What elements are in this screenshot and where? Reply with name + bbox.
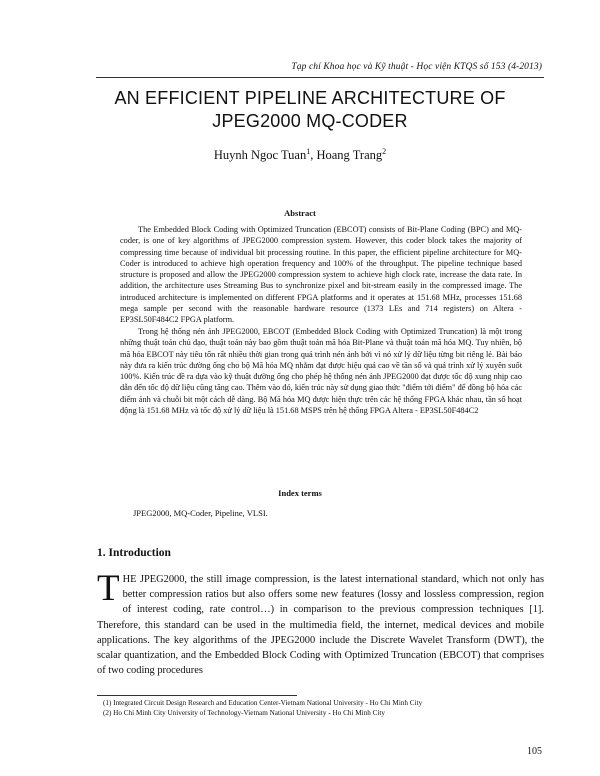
journal-header: Tạp chí Khoa học và Kỹ thuật - Học viện KTQS số 153 (4-2013) — [291, 62, 542, 72]
authors — [0, 147, 600, 163]
section-heading-introduction: 1. Introduction — [97, 547, 171, 559]
title-line-2: JPEG2000 MQ-CODER — [212, 111, 408, 131]
author-2-affiliation: 2 — [382, 147, 387, 156]
author-2: Hoang Trang — [316, 148, 383, 163]
footnote-1: (1) Integrated Circuit Design Research and Education Center-Vietnam National University - Ho Chi Minh City — [103, 699, 423, 707]
footnote-2: (2) Ho Chi Minh City University of Technology-Vietnam National University - Ho Chi Minh City — [103, 709, 386, 717]
paper-title — [70, 87, 550, 133]
introduction-body: HE JPEG2000, the still image compression, is the latest international standard, which not only has better compression ratios but also offers some new features (lossy and lossless compression, region of interest coding, rate control…) in comparison to the previous compression techniques [1]. Therefore, this standard can be used in the multimedia field, the internet, medical devices and mobile applications. The key algorithms of the JPEG2000 include the Discrete Wavelet Transform (DWT), the scalar quantization, and the Embedded Block Coding with Optimized Truncation (EBCOT) that comprises of two coding procedures — [97, 574, 544, 677]
index-terms-heading: Index terms — [278, 488, 322, 498]
header-rule — [96, 77, 544, 78]
abstract-heading: Abstract — [284, 208, 316, 218]
footnote-rule — [97, 695, 297, 696]
author-1-affiliation: 1 — [306, 147, 311, 156]
author-separator: , — [310, 148, 317, 163]
index-terms-keywords: JPEG2000, MQ-Coder, Pipeline, VLSI. — [133, 508, 268, 518]
abstract-english: The Embedded Block Coding with Optimized Truncation (EBCOT) consists of Bit-Plane Coding (BPC) and MQ-coder, is one of key algorithms of JPEG2000 compression system. However, this coder block takes the majority of compressing time because of individual bit processing routine. In this paper, the efficient pipeline architecture for MQ-Coder is introduced to achieve high operation frequency and 100% of the throughput. The pipeline technique based structure is proposed and allow the JPEG2000 compression system to achieve high clock rate, increase the data rate. In addition, the architecture uses Streaming Bus to synchronize pixel and bit-stream easily in the compressed image. The introduced architecture is implemented on different FPGA platforms and it operates at 151.68 MHz, processes 151.68 mega sample per second with the reasonable hardware resource (1373 LEs and 714 registers) on Altera - EP3SL50F484C2 FPGA platform. — [120, 225, 522, 325]
abstract-vietnamese: Trong hệ thống nén ảnh JPEG2000, EBCOT (Embedded Block Coding with Optimized Truncation) là một trong những thuật toán chủ đạo, thuật toán này bao gồm thuật toán mã hóa Bit-Plane và thuật toán mã hóa MQ. Tuy nhiên, bộ mã hóa EBCOT này tiêu tốn rất nhiều thời gian trong quá trình nén ảnh bởi vì nó xử lý dữ liệu từng bit riêng lẻ. Bài báo này đưa ra kiến trúc đường ống cho bộ Mã hóa MQ nhằm đạt được hiệu quả cao về tần số và quá trình xử lý xuyên suốt 100%. Kiến trúc đề ra dựa vào kỹ thuật đường ống cho phép hệ thống nén ảnh JPEG2000 đạt được tốc độ xung nhịp cao dẫn đến tốc độ dữ liệu cũng tăng cao. Thêm vào đó, kiến trúc này sử dụng giao thức "điểm tới điểm" để đồng bộ hóa các điểm ảnh và chuỗi bit một cách dễ dàng. Bộ Mã hóa MQ được hiện thực trên các hệ thống FPGA khác nhau, tần số hoạt động là 151.68 MHz và tốc độ xử lý dữ liệu là 151.68 MSPS trên hệ thống FPGA Altera - EP3SL50F484C2 — [120, 327, 522, 416]
drop-cap: T — [97, 568, 120, 609]
page-number: 105 — [527, 746, 542, 757]
title-line-1: AN EFFICIENT PIPELINE ARCHITECTURE OF — [114, 88, 506, 108]
author-1: Huynh Ngoc Tuan — [213, 148, 307, 163]
introduction-paragraph — [97, 568, 544, 678]
